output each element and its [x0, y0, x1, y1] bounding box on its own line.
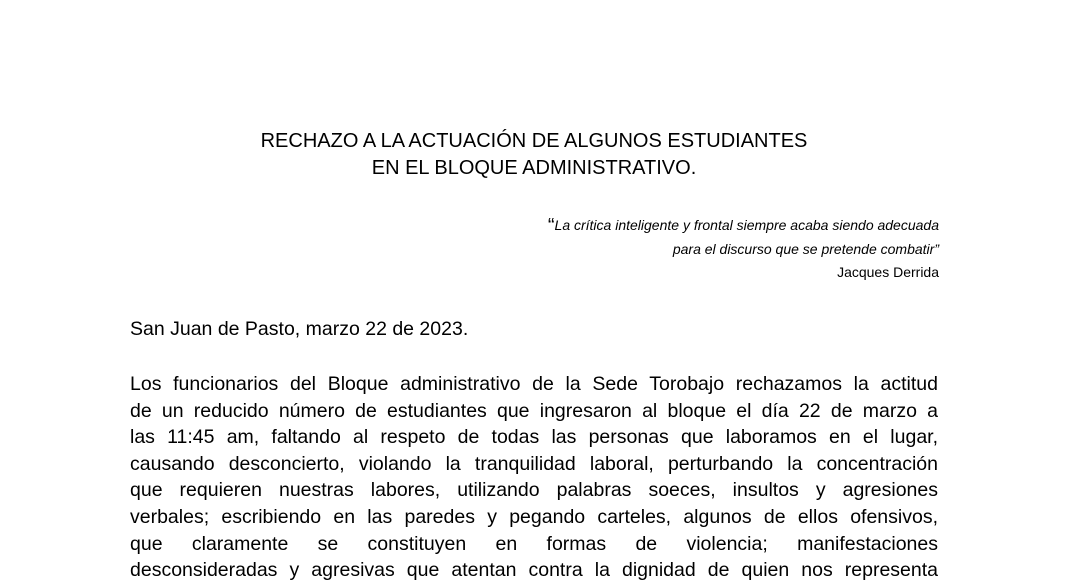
body-line-2: de un reducido número de estudiantes que ingresaron al bloque el día 22 de marzo a — [130, 399, 938, 422]
epigraph — [548, 214, 939, 284]
body-line-1: Los funcionarios del Bloque administrativo de la Sede Torobajo rechazamos la actitud — [130, 373, 938, 395]
epigraph-line-2: para el discurso que se pretende combatir” — [672, 241, 939, 257]
body-line-6: verbales; escribiendo en las paredes y pegando carteles, algunos de ellos ofensivos, — [130, 505, 938, 528]
body-line-8: desconsideradas y agresivas que atentan contra la dignidad de quien nos representa — [130, 559, 938, 580]
title-line-1: RECHAZO A LA ACTUACIÓN DE ALGUNOS ESTUDIANTES — [260, 130, 808, 152]
epigraph-line-1 — [548, 214, 939, 238]
date-line: San Juan de Pasto, marzo 22 de 2023. — [130, 318, 469, 340]
body-line-5: que requieren nuestras labores, utilizando palabras soeces, insultos y agresiones — [130, 479, 938, 502]
body-line-3: las 11:45 am, faltando al respeto de todas las personas que laboramos en el lugar, — [130, 426, 938, 449]
title-line-2: EN EL BLOQUE ADMINISTRATIVO. — [371, 157, 697, 179]
epigraph-line-1-text: La crítica inteligente y frontal siempre acaba siendo adecuada — [554, 217, 939, 233]
document-title — [0, 128, 1068, 182]
epigraph-open-quote: “ — [547, 215, 555, 237]
epigraph-author: Jacques Derrida — [837, 264, 939, 280]
body-paragraph — [130, 371, 938, 580]
body-line-7: que claramente se constituyen en formas de violencia; manifestaciones — [130, 532, 938, 555]
body-line-4: causando desconcierto, violando la tranquilidad laboral, perturbando la concentración — [130, 452, 938, 475]
